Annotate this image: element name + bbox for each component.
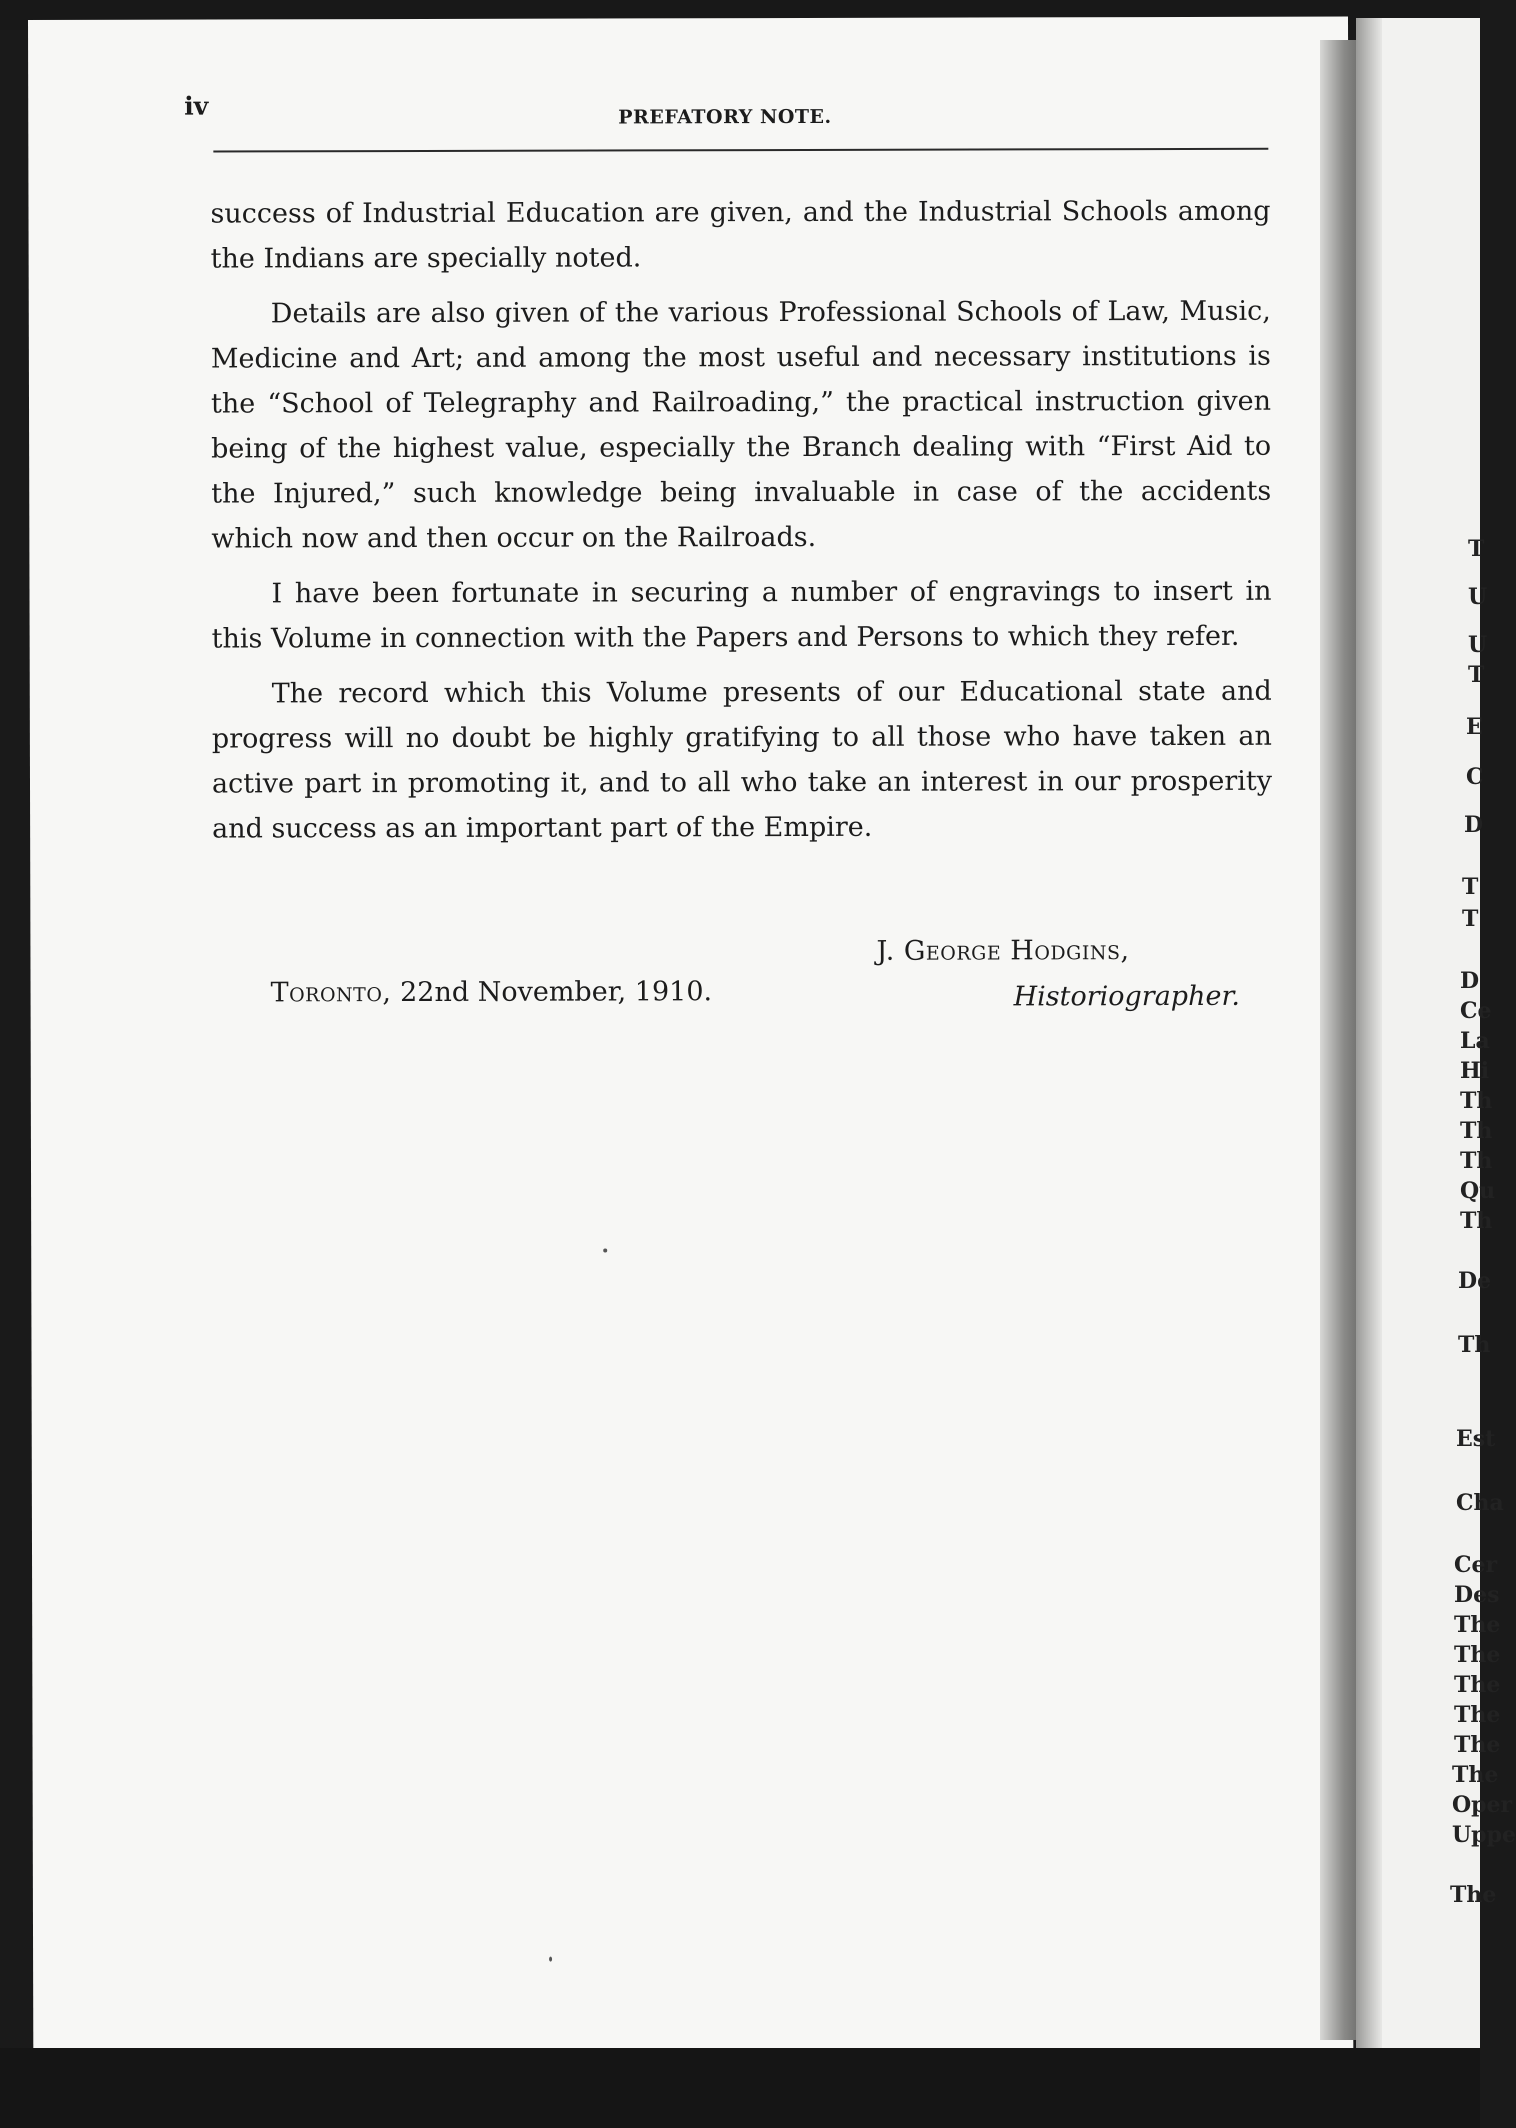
facing-fragment: Uppe [1452, 1822, 1516, 1848]
facing-fragment: La [1460, 1028, 1490, 1054]
left-page [28, 17, 1353, 2060]
facing-fragment: Est [1456, 1426, 1496, 1452]
paragraph-3: I have been fortunate in securing a number of engravings to insert in this Volume in connection with the Papers and Persons to which they refer. [211, 575, 1272, 655]
facing-page-fold [1356, 18, 1382, 2058]
facing-fragment: The [1454, 1732, 1501, 1758]
facing-fragment: The [1454, 1672, 1501, 1698]
paper-speck [603, 1248, 607, 1252]
dateline-date: 22nd November, 1910. [400, 976, 713, 1009]
scan-bottom-border [0, 2048, 1480, 2128]
paper-speck [549, 1957, 552, 1962]
facing-fragment: Th [1460, 1118, 1493, 1144]
page-number: iv [184, 91, 209, 121]
facing-fragment: Des [1454, 1582, 1500, 1608]
facing-fragment: Th [1460, 1148, 1493, 1174]
facing-fragment: D [1464, 812, 1484, 838]
signature-title: Historiographer. [1013, 980, 1241, 1013]
facing-fragment: D [1460, 968, 1480, 994]
facing-fragment: Oper [1452, 1792, 1513, 1818]
paragraph-2: Details are also given of the various Professional Schools of Law, Music, Medicine and Art; and among the most useful and necessary institutions is the “School of Telegraphy and Railroading,” the practical instruction given being of the highest value, especially the Branch dealing with “First Aid to the Injured,” such knowledge being invaluable in case of the accidents which now and then occur on the Railroads. [210, 295, 1272, 555]
facing-fragment: De [1458, 1268, 1492, 1294]
facing-fragment: U [1468, 632, 1488, 658]
facing-fragment: The [1454, 1642, 1501, 1668]
body-text [210, 189, 1272, 862]
facing-fragment: T [1462, 906, 1479, 932]
dateline-place: Toronto, [270, 977, 392, 1009]
facing-fragment: U [1468, 584, 1488, 610]
facing-fragment: E [1466, 714, 1483, 740]
facing-fragment: The [1452, 1762, 1499, 1788]
facing-fragment: Th [1460, 1088, 1493, 1114]
facing-fragment: Th [1460, 1208, 1493, 1234]
facing-fragment: Th [1458, 1332, 1491, 1358]
facing-fragment: T [1462, 874, 1479, 900]
signature-name: J. George Hodgins, [876, 935, 1130, 967]
facing-fragment: Cha [1456, 1490, 1504, 1516]
paragraph-1: success of Industrial Education are given, and the Industrial Schools among the Indians are specially noted. [210, 195, 1271, 275]
facing-page-edge [1356, 18, 1516, 2058]
facing-fragment: Cer [1454, 1552, 1498, 1578]
facing-fragment: T [1468, 536, 1485, 562]
gutter-shadow [1320, 40, 1360, 2040]
facing-fragment: The [1454, 1702, 1501, 1728]
facing-fragment: The [1454, 1612, 1501, 1638]
running-head: PREFATORY NOTE. [618, 105, 832, 129]
paragraph-4: The record which this Volume presents of our Educational state and progress will no doubt be highly gratifying to all those who have taken an active part in promoting it, and to all who take an interest in our prosperity and success as an important part of the Empire. [211, 675, 1273, 845]
facing-fragment: Ce [1460, 998, 1492, 1024]
facing-fragment: T [1468, 662, 1485, 688]
dateline [271, 976, 713, 1008]
facing-fragment: Hi [1460, 1058, 1490, 1084]
facing-fragment: The [1450, 1882, 1497, 1908]
facing-fragment: Qu [1460, 1178, 1496, 1204]
facing-fragment: C [1466, 764, 1484, 790]
header-rule [213, 148, 1268, 153]
